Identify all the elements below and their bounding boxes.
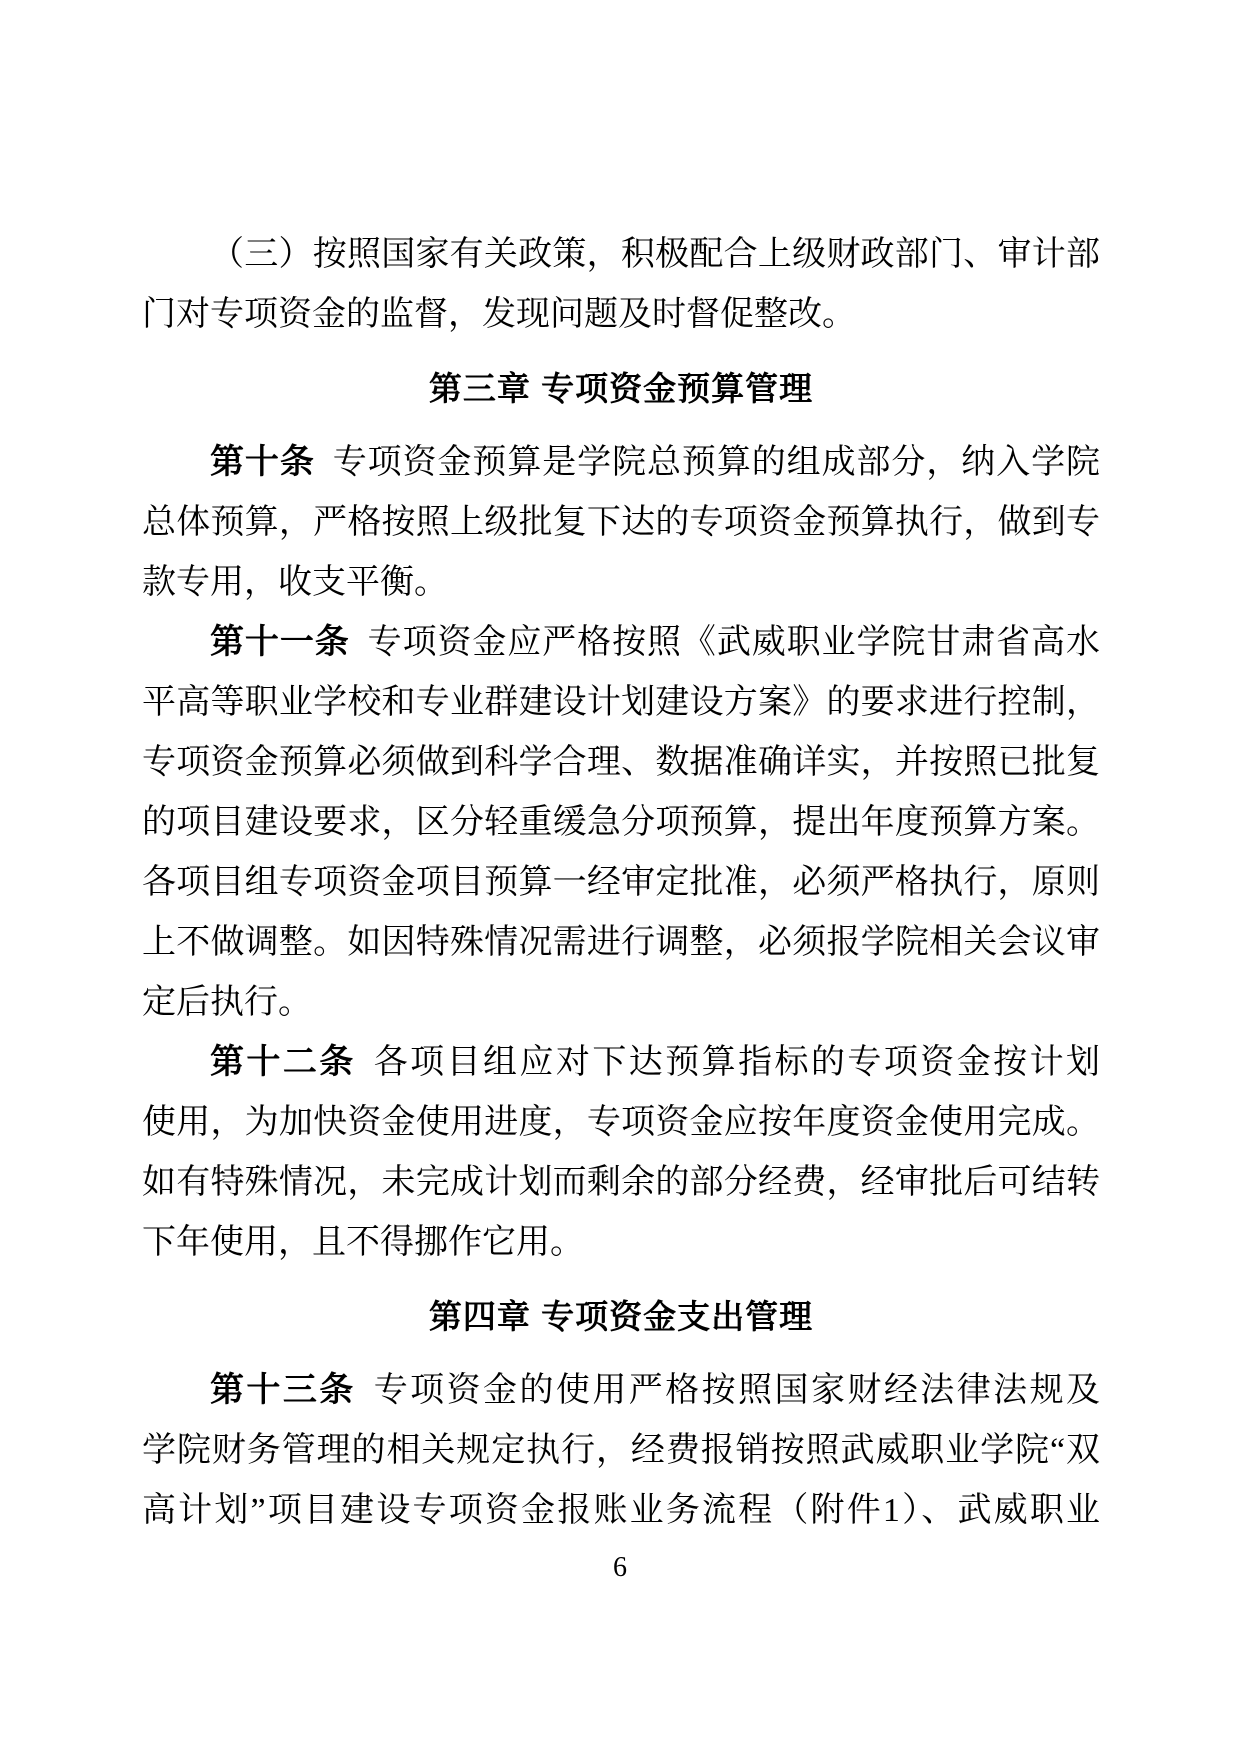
paragraph-line: 如有特殊情况，未完成计划而剩余的部分经费，经审批后可结转 xyxy=(142,1164,1100,1201)
paragraph-line: 高计划”项目建设专项资金报账业务流程（附件1）、武威职业 xyxy=(142,1492,1100,1529)
article-text: 专项资金预算是学院总预算的组成部分，纳入学院 xyxy=(332,444,1100,481)
paragraph-line: 上不做调整。如因特殊情况需进行调整，必须报学院相关会议审 xyxy=(142,924,1100,961)
chapter-heading: 第三章 专项资金预算管理 xyxy=(428,370,814,407)
paragraph-line: 下年使用，且不得挪作它用。 xyxy=(142,1224,584,1261)
paragraph-line: 学院财务管理的相关规定执行，经费报销按照武威职业学院“双 xyxy=(142,1432,1100,1469)
paragraph-line: 总体预算，严格按照上级批复下达的专项资金预算执行，做到专 xyxy=(142,504,1100,541)
article-number: 第十三条 xyxy=(210,1372,356,1409)
document-body xyxy=(142,225,1100,1541)
paragraph-line: （三）按照国家有关政策，积极配合上级财政部门、审计部 xyxy=(210,236,1100,273)
paragraph-line: 各项目组专项资金项目预算一经审定批准，必须严格执行，原则 xyxy=(142,864,1100,901)
article-number: 第十二条 xyxy=(210,1044,356,1081)
article-number: 第十条 xyxy=(210,444,315,481)
page-number: 6 xyxy=(613,1552,627,1583)
paragraph-line: 款专用，收支平衡。 xyxy=(142,564,448,601)
paragraph-line: 专项资金预算必须做到科学合理、数据准确详实，并按照已批复 xyxy=(142,744,1100,781)
paragraph-line: 使用，为加快资金使用进度，专项资金应按年度资金使用完成。 xyxy=(142,1104,1100,1141)
chapter-heading: 第四章 专项资金支出管理 xyxy=(428,1298,814,1335)
paragraph-line: 门对专项资金的监督，发现问题及时督促整改。 xyxy=(142,296,856,333)
paragraph-line: 定后执行。 xyxy=(142,984,312,1021)
article-number: 第十一条 xyxy=(210,624,350,661)
article-text: 各项目组应对下达预算指标的专项资金按计划 xyxy=(373,1044,1101,1081)
paragraph-line xyxy=(142,1361,1100,1421)
paragraph-line xyxy=(142,613,1100,673)
article-text: 专项资金应严格按照《武威职业学院甘肃省高水 xyxy=(367,624,1101,661)
paragraph-line: 的项目建设要求，区分轻重缓急分项预算，提出年度预算方案。 xyxy=(142,804,1100,841)
paragraph-line: 平高等职业学校和专业群建设计划建设方案》的要求进行控制， xyxy=(142,684,1100,721)
paragraph-line xyxy=(142,1033,1100,1093)
paragraph-line xyxy=(142,433,1100,493)
article-text: 专项资金的使用严格按照国家财经法律法规及 xyxy=(373,1372,1101,1409)
